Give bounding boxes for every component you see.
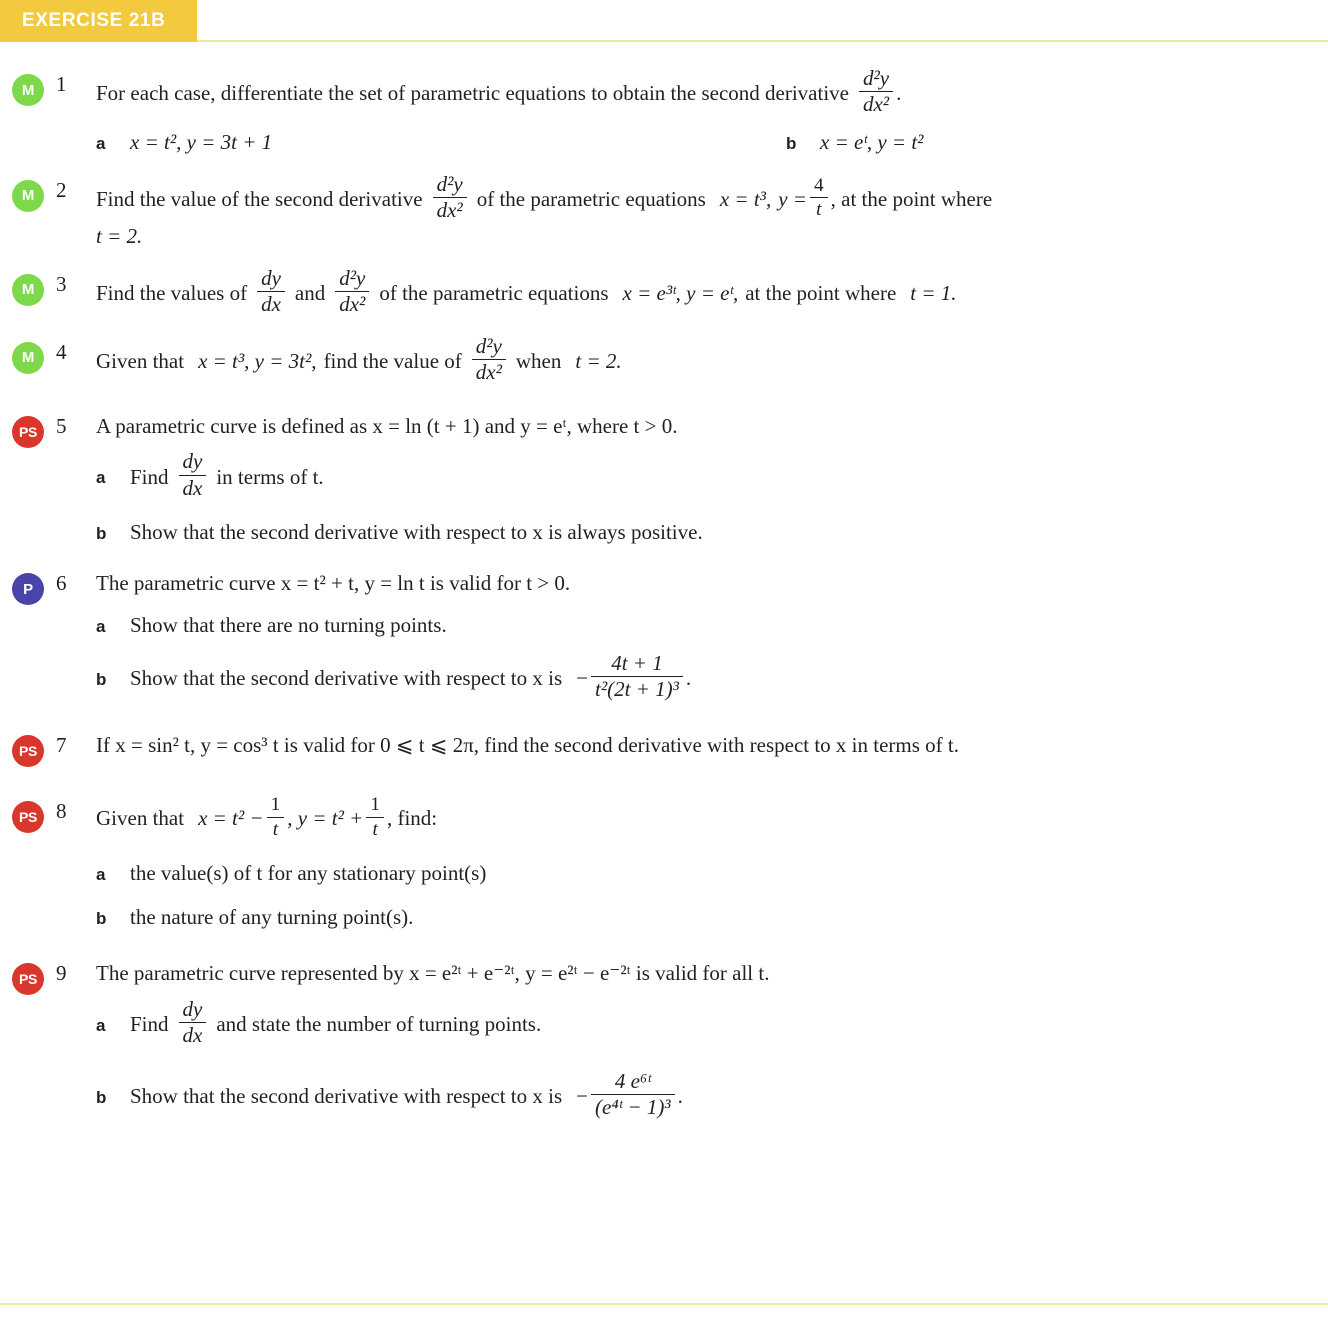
badge-m-icon: M bbox=[12, 74, 44, 106]
result-fraction bbox=[591, 652, 683, 702]
one-over-t-fraction-x bbox=[267, 794, 285, 840]
fraction-numerator: dy bbox=[179, 450, 207, 476]
part-letter: b bbox=[96, 909, 107, 929]
part-a bbox=[96, 996, 1298, 1051]
first-derivative-fraction bbox=[257, 267, 285, 317]
part-text bbox=[130, 996, 1298, 1051]
exercise-banner bbox=[0, 0, 197, 42]
part-period: . bbox=[685, 665, 692, 690]
stem-text-2: and bbox=[294, 280, 326, 305]
second-derivative-fraction bbox=[433, 173, 467, 223]
fraction-denominator: dx² bbox=[862, 92, 890, 117]
question-body bbox=[96, 565, 1328, 705]
equation-y: , y = t² + bbox=[287, 806, 364, 830]
badge-column bbox=[0, 727, 56, 767]
stem-text-4: at the point where bbox=[745, 280, 897, 305]
question-number: 2 bbox=[56, 177, 67, 202]
part-letter: b bbox=[786, 134, 797, 154]
part-letter: a bbox=[96, 1015, 106, 1035]
footer-rule bbox=[0, 1303, 1328, 1305]
question-parts bbox=[96, 128, 1298, 158]
stem-text-1: Find the values of bbox=[96, 280, 248, 305]
fraction-numerator: d²y bbox=[472, 335, 506, 361]
question-6 bbox=[0, 565, 1328, 705]
stem-text-5: t = 1. bbox=[910, 280, 957, 305]
badge-column bbox=[0, 266, 56, 306]
stem-text-1: Find the value of the second derivative bbox=[96, 186, 423, 211]
part-equation: x = t², y = 3t + 1 bbox=[130, 130, 273, 155]
fraction-numerator: d²y bbox=[433, 173, 467, 199]
minus-sign: − bbox=[576, 665, 588, 690]
part-a bbox=[96, 859, 1298, 889]
part-text: Show that there are no turning points. bbox=[130, 613, 447, 638]
badge-column bbox=[0, 408, 56, 448]
stem-text: For each case, differentiate the set of parametric equations to obtain the second derivative bbox=[96, 80, 849, 105]
question-list bbox=[0, 46, 1328, 1123]
fraction-numerator: 4 e⁶ᵗ bbox=[591, 1070, 675, 1096]
stem-text-3: of the parametric equations bbox=[379, 280, 609, 305]
fraction-numerator: 1 bbox=[267, 794, 285, 818]
question-parts bbox=[96, 859, 1298, 933]
stem-text-4: t = 2. bbox=[575, 348, 622, 373]
equation-y: y = bbox=[778, 186, 807, 211]
stem-text-2: find the value of bbox=[323, 348, 462, 373]
fraction-numerator: 1 bbox=[366, 794, 384, 818]
question-body bbox=[96, 66, 1328, 158]
fraction-denominator: t bbox=[372, 818, 378, 840]
part-text bbox=[130, 650, 1298, 705]
fraction-denominator: t bbox=[816, 199, 822, 221]
fraction-denominator: t²(2t + 1)³ bbox=[595, 677, 679, 702]
part-text: the nature of any turning point(s). bbox=[130, 905, 414, 930]
fraction-numerator: 4 bbox=[810, 175, 828, 199]
part-text bbox=[130, 1068, 1298, 1123]
one-over-t-fraction-y bbox=[366, 794, 384, 840]
stem-text-1: Given that bbox=[96, 806, 185, 830]
badge-column bbox=[0, 334, 56, 374]
four-over-t-fraction bbox=[810, 175, 828, 221]
question-number: 8 bbox=[56, 799, 67, 824]
stem-text-2: , find: bbox=[386, 806, 438, 830]
fraction-denominator: dx bbox=[182, 475, 203, 500]
equation-x: x = t³, bbox=[719, 186, 772, 211]
stem-text-3: , at the point where bbox=[830, 186, 993, 211]
second-derivative-fraction bbox=[472, 335, 506, 385]
part-text-2: in terms of t. bbox=[216, 464, 324, 489]
question-body bbox=[96, 793, 1328, 933]
stem-text-3: when bbox=[515, 348, 562, 373]
question-body bbox=[96, 266, 1328, 320]
question-1 bbox=[0, 66, 1328, 158]
part-letter: b bbox=[96, 669, 107, 689]
question-stem bbox=[96, 171, 1298, 252]
question-body bbox=[96, 955, 1328, 1123]
part-a bbox=[96, 449, 1298, 504]
first-derivative-fraction bbox=[179, 450, 207, 500]
badge-column bbox=[0, 172, 56, 212]
badge-m-icon: M bbox=[12, 180, 44, 212]
fraction-numerator: 4t + 1 bbox=[591, 652, 683, 678]
fraction-denominator: t bbox=[272, 818, 279, 840]
part-text-1: Find bbox=[130, 1011, 169, 1036]
question-stem bbox=[96, 333, 1298, 388]
equation-x: x = t² − bbox=[198, 806, 264, 830]
question-number: 7 bbox=[56, 733, 67, 758]
question-stem: The parametric curve x = t² + t, y = ln t is valid for t > 0. bbox=[96, 571, 571, 596]
part-b bbox=[96, 518, 1298, 548]
question-stem bbox=[96, 65, 1298, 120]
fraction-numerator: dy bbox=[257, 267, 285, 293]
question-parts bbox=[96, 996, 1298, 1123]
stem-text-1: Given that bbox=[96, 348, 185, 373]
badge-ps-icon: PS bbox=[12, 416, 44, 448]
part-a bbox=[96, 611, 1298, 641]
question-body bbox=[96, 408, 1328, 548]
question-3 bbox=[0, 266, 1328, 320]
question-number: 4 bbox=[56, 339, 67, 364]
badge-m-icon: M bbox=[12, 342, 44, 374]
question-stem: The parametric curve represented by x = e²ᵗ + e⁻²ᵗ, y = e²ᵗ − e⁻²ᵗ is valid for all t. bbox=[96, 960, 770, 985]
part-letter: a bbox=[96, 865, 106, 885]
part-letter: b bbox=[96, 1087, 107, 1107]
fraction-numerator: d²y bbox=[859, 67, 893, 93]
part-text: Show that the second derivative with respect to x is always positive. bbox=[130, 519, 703, 544]
question-number: 5 bbox=[56, 413, 67, 438]
question-stem: A parametric curve is defined as x = ln (t + 1) and y = eᵗ, where t > 0. bbox=[96, 413, 678, 438]
badge-column bbox=[0, 955, 56, 995]
fraction-denominator: dx bbox=[182, 1023, 203, 1048]
second-derivative-fraction bbox=[335, 267, 369, 317]
equation: x = t³, y = 3t², bbox=[198, 348, 317, 373]
question-body bbox=[96, 334, 1328, 388]
question-number: 1 bbox=[56, 72, 67, 96]
part-b bbox=[96, 650, 1298, 705]
fraction-denominator: (e⁴ᵗ − 1)³ bbox=[595, 1095, 671, 1120]
question-7 bbox=[0, 727, 1328, 767]
header-rule bbox=[197, 40, 1328, 42]
question-stem bbox=[96, 794, 1298, 843]
question-number: 3 bbox=[56, 271, 67, 296]
part-letter: b bbox=[96, 523, 107, 543]
fraction-denominator: dx² bbox=[436, 198, 463, 223]
badge-p-icon: P bbox=[12, 573, 44, 605]
question-parts bbox=[96, 449, 1298, 548]
part-b bbox=[96, 903, 1298, 933]
badge-ps-icon: PS bbox=[12, 801, 44, 833]
badge-column bbox=[0, 66, 56, 106]
part-text-1: Find bbox=[130, 464, 169, 489]
badge-m-icon: M bbox=[12, 274, 44, 306]
part-equation: x = eᵗ, y = t² bbox=[820, 130, 924, 155]
minus-sign: − bbox=[576, 1083, 588, 1108]
badge-column bbox=[0, 565, 56, 605]
fraction-numerator: d²y bbox=[335, 267, 369, 293]
question-parts bbox=[96, 611, 1298, 705]
part-period: . bbox=[677, 1083, 683, 1108]
part-a bbox=[96, 128, 786, 158]
part-letter: a bbox=[96, 134, 106, 154]
badge-ps-icon: PS bbox=[12, 963, 44, 995]
question-body bbox=[96, 172, 1328, 252]
badge-column bbox=[0, 793, 56, 833]
equation: x = e³ᵗ, y = eᵗ, bbox=[622, 280, 739, 305]
question-4 bbox=[0, 334, 1328, 388]
question-8 bbox=[0, 793, 1328, 933]
question-number: 6 bbox=[56, 571, 67, 596]
part-text-2: and state the number of turning points. bbox=[216, 1011, 542, 1036]
stem-text-4: t = 2. bbox=[96, 223, 143, 248]
question-stem: If x = sin² t, y = cos³ t is valid for 0 ⩽ t ⩽ 2π, find the second derivative with respect to x in terms of t. bbox=[96, 733, 959, 758]
first-derivative-fraction bbox=[179, 998, 207, 1048]
part-text: the value(s) of t for any stationary point(s) bbox=[130, 861, 487, 886]
part-b bbox=[96, 1068, 1298, 1123]
result-fraction bbox=[591, 1070, 675, 1120]
badge-ps-icon: PS bbox=[12, 735, 44, 767]
exercise-title: EXERCISE 21B bbox=[22, 10, 166, 31]
part-text bbox=[130, 449, 1298, 504]
question-2 bbox=[0, 172, 1328, 252]
fraction-denominator: dx² bbox=[475, 360, 502, 385]
question-5 bbox=[0, 408, 1328, 548]
part-letter: a bbox=[96, 617, 106, 637]
question-body bbox=[96, 727, 1328, 761]
second-derivative-fraction bbox=[859, 67, 893, 117]
fraction-denominator: dx bbox=[261, 292, 281, 317]
question-number: 9 bbox=[56, 960, 67, 985]
part-b bbox=[786, 128, 923, 158]
part-text-1: Show that the second derivative with respect to x is bbox=[130, 665, 563, 690]
question-stem bbox=[96, 265, 1298, 320]
stem-text-2: of the parametric equations bbox=[476, 186, 706, 211]
part-text-1: Show that the second derivative with respect to x is bbox=[130, 1083, 563, 1108]
part-letter: a bbox=[96, 468, 106, 488]
fraction-denominator: dx² bbox=[339, 292, 366, 317]
fraction-numerator: dy bbox=[179, 998, 207, 1024]
stem-period: . bbox=[896, 80, 902, 105]
exercise-header bbox=[0, 0, 1328, 46]
question-9 bbox=[0, 955, 1328, 1123]
